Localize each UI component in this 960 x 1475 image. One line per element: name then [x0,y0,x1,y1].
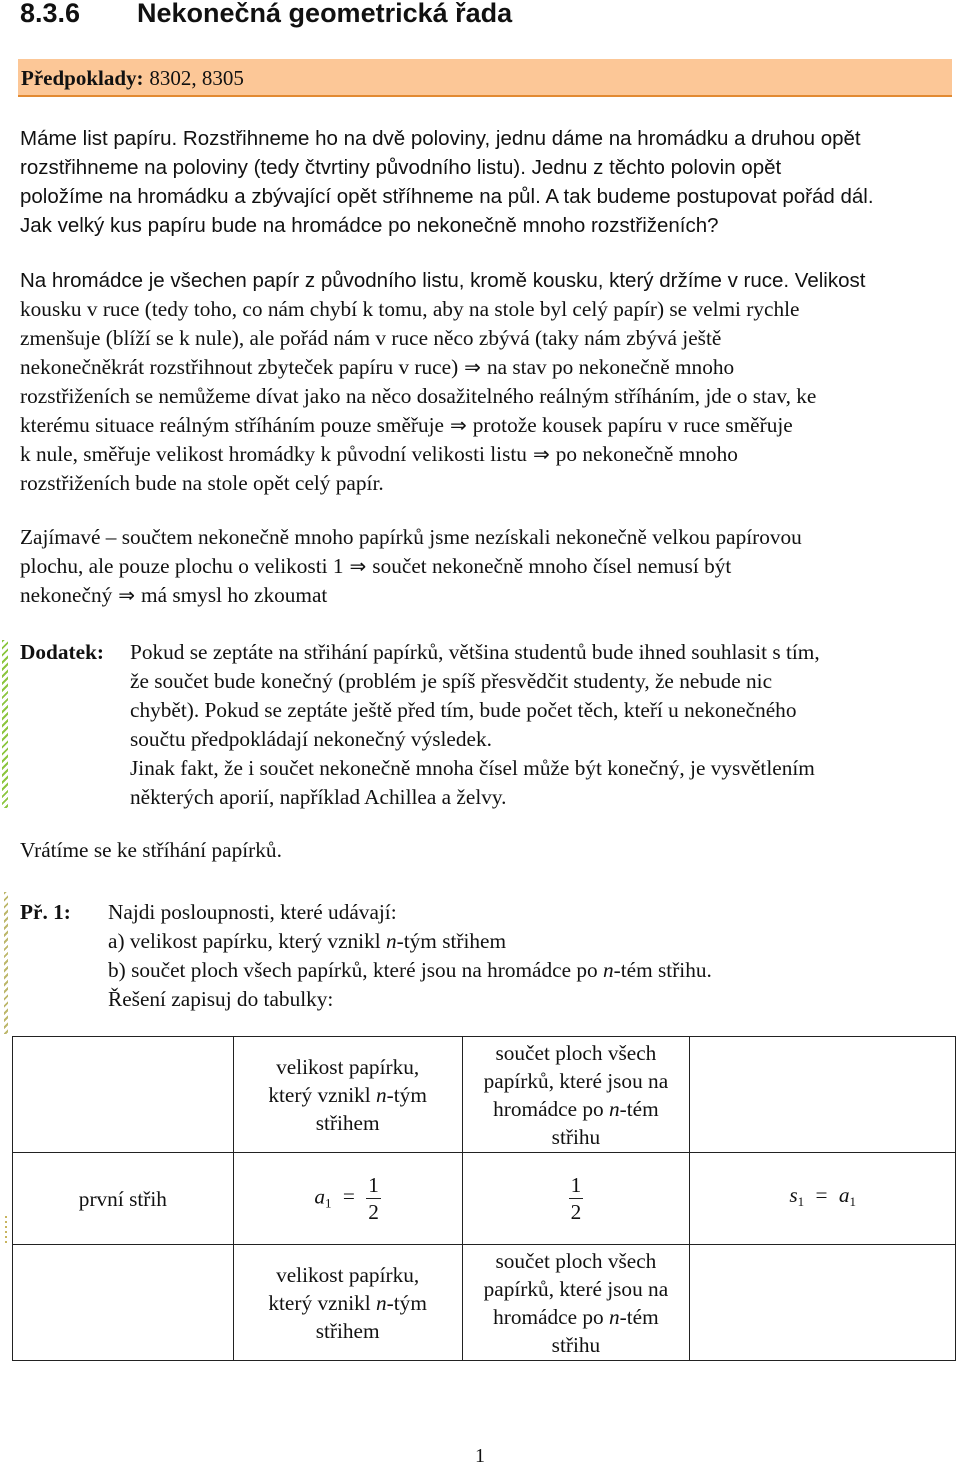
table-cell: $s_1 = a_1$ [690,1153,956,1245]
explanation-line: nekonečněkrát rozstřihnout zbyteček papíru v ruce) ⇒ na stav po nekonečně mnoho [20,353,955,382]
table-cell: velikost papírku, který vznikl n-tým střihem [233,1037,462,1153]
table-row [13,1037,956,1153]
table-cell: první střih [13,1153,234,1245]
explanation-paragraph [20,266,955,295]
prerequisites-values: 8302, 8305 [149,66,244,90]
intro-line: rozstřihneme na poloviny (tedy čtvrtiny původního listu). Jednu z těchto polovin opět [20,156,782,179]
note-line: Dodatek: Pokud se zeptáte na střihání papírků, většina studentů bude ihned souhlasit s tím, [20,638,955,667]
intro-line: Jak velký kus papíru bude na hromádce po nekonečně mnoho rozstřiženích? [20,214,719,237]
example-line: b) součet ploch všech papírků, které jsou na hromádce po n-tém střihu. [108,958,712,982]
table-cell [690,1037,956,1153]
implies-icon: ⇒ [118,583,136,607]
table-row [13,1153,956,1245]
explanation-line: k nule, směřuje velikost hromádky k původní velikosti listu ⇒ po nekonečně mnoho [20,440,955,469]
table-cell [13,1245,234,1361]
interesting-line: nekonečný ⇒ má smysl ho zkoumat [20,581,955,610]
explanation-line: kousku v ruce (tedy toho, co nám chybí k tomu, aby na stole byl celý papír) se velmi rychle [20,297,800,321]
table-cell: $a_1$ = $\frac{1}{2}$ [233,1153,462,1245]
prerequisites-bar [18,59,952,97]
table-cell [13,1037,234,1153]
table-row [13,1245,956,1361]
note-line: že součet bude konečný (problém je spíš přesvědčit studenty, že nebude nic [130,669,773,693]
implies-icon: ⇒ [450,413,467,437]
section-title: Nekonečná geometrická řada [137,0,513,28]
prerequisites-label: Předpoklady: [21,66,144,90]
note-line: některých aporií, například Achillea a želvy. [130,785,507,809]
table-cell: součet ploch všech papírků, které jsou na hromádce po n-tém střihu [462,1037,690,1153]
example-line: a) velikost papírku, který vznikl n-tým střihem [108,929,507,953]
note-line: chybět). Pokud se zeptáte ještě před tím, bude počet těch, kteří u nekonečného [130,698,797,722]
explanation-line: Na hromádce je všechen papír z původního listu, kromě kousku, který držíme v ruce. Velikost [20,269,866,292]
example-margin-stripe [4,892,8,1034]
note-block [20,638,955,812]
explanation-line: rozstřiženích bude na stole opět celý papír. [20,471,384,495]
table-cell: velikost papírku, který vznikl n-tým střihem [233,1245,462,1361]
note-label: Dodatek: [20,640,105,664]
note-line: Jinak fakt, že i součet nekonečně mnoha čísel může být konečný, je vysvětlením [130,756,815,780]
explanation-line: rozstřiženích se nemůžeme dívat jako na něco dosažitelného reálným stříháním, jde o stav, ke [20,384,817,408]
example-line: Řešení zapisuj do tabulky: [108,987,334,1011]
implies-icon: ⇒ [464,355,481,379]
explanation-paragraph-cont [20,295,955,498]
example-label: Př. 1: [20,900,71,924]
fraction: $\frac{1}{2}$ [368,1173,379,1224]
solution-table [12,1036,956,1361]
note-line: součtu předpokládají nekonečný výsledek. [130,727,492,751]
section-number: 8.3.6 [20,0,81,28]
implies-icon: ⇒ [349,554,367,578]
page-number: 1 [475,1445,485,1467]
intro-line: položíme na hromádku a zbývající opět stříhneme na půl. A tak budeme postupovat pořád dál. [20,185,874,208]
explanation-line: kterému situace reálným stříháním pouze směřuje ⇒ protože kousek papíru v ruce směřuje [20,411,955,440]
intro-line: Máme list papíru. Rozstřihneme ho na dvě poloviny, jednu dáme na hromádku a druhou opět [20,127,861,150]
table-cell [690,1245,956,1361]
fraction: $\frac{1}{2}$ [570,1173,582,1224]
interesting-line: Zajímavé – součtem nekonečně mnoho papírků jsme nezískali nekonečně velkou papírovou [20,525,802,549]
table-cell: součet ploch všech papírků, které jsou na hromádce po n-tém střihu [462,1245,690,1361]
section-heading [20,0,512,30]
intro-paragraph [20,124,950,240]
note-margin-stripe [2,640,8,808]
explanation-line: zmenšuje (blíží se k nule), ale pořád nám v ruce něco zbývá (taky nám zbývá ještě [20,326,722,350]
example-block [20,898,955,1014]
interesting-line: plochu, ale pouze plochu o velikosti 1 ⇒ součet nekonečně mnoho čísel nemusí být [20,552,955,581]
margin-dots [5,1216,7,1244]
interesting-paragraph [20,523,955,610]
example-line: Př. 1: Najdi posloupnosti, které udávají: [20,898,955,927]
return-line: Vrátíme se ke stříhání papírků. [20,838,282,862]
table-cell [462,1153,690,1245]
implies-icon: ⇒ [532,442,550,466]
